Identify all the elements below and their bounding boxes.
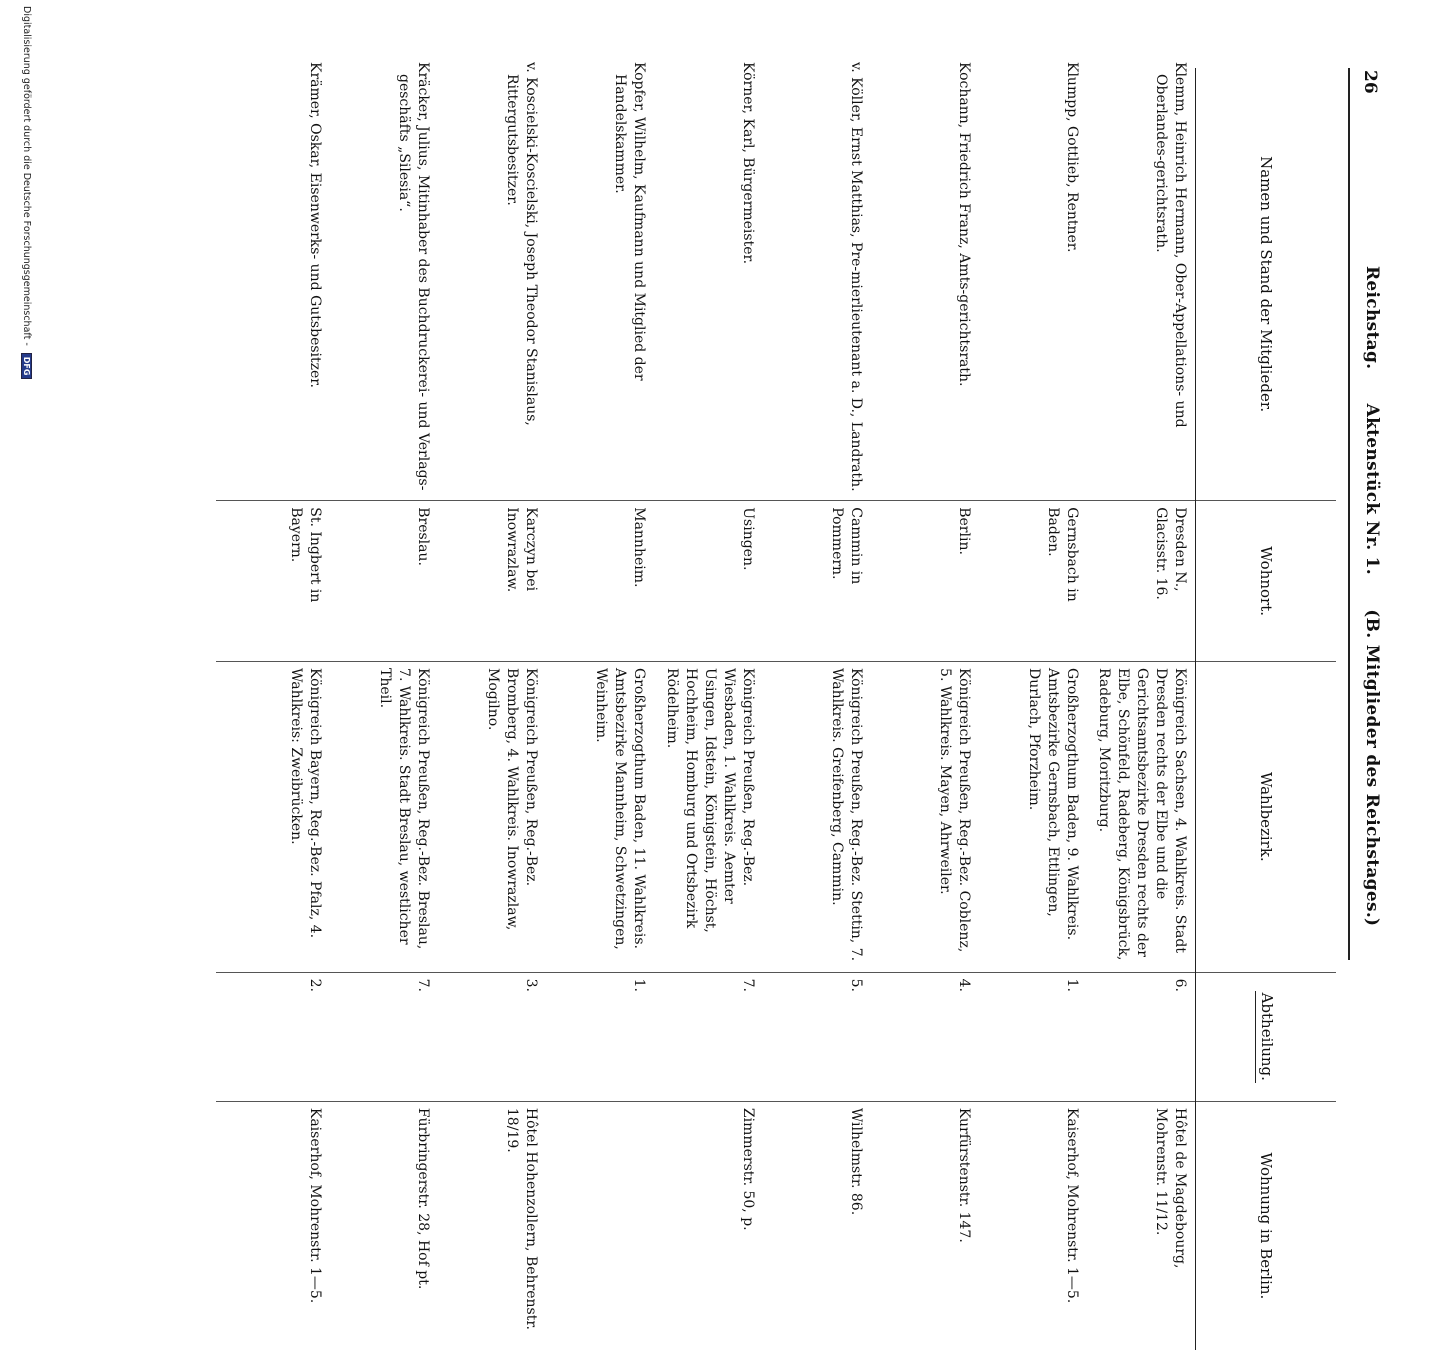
- member-wahlbezirk: Königreich Preußen, Reg.-Bez. Wiesbaden, 1. Wahlkreis. Aemter Usingen, Idstein, Königstein, Höchst, Hochheim, Homburg und Ortsbezirk Rödelheim.: [654, 662, 762, 973]
- member-name: Klumpp, Gottlieb, Rentner.: [1063, 62, 1080, 253]
- table-row: [763, 68, 871, 1350]
- column-header-wahlbezirk: Wahlbezirk.: [1196, 662, 1337, 973]
- member-abtheilung: 4.: [871, 972, 979, 1101]
- table-row: [871, 68, 979, 1350]
- header-rule: [1348, 68, 1350, 960]
- dfg-logo: DFG: [21, 353, 32, 380]
- table-row: [654, 68, 762, 1350]
- table-row: [216, 68, 330, 1350]
- member-abtheilung: 1.: [546, 972, 654, 1101]
- member-abtheilung: 3.: [438, 972, 546, 1101]
- member-wohnort: Gernsbach in Baden.: [979, 501, 1087, 662]
- header-right: (B. Mitglieder des Reichstages.): [1362, 609, 1382, 927]
- member-abtheilung: 5.: [763, 972, 871, 1101]
- member-name: Kochann, Friedrich Franz, Amts-gerichtsrath.: [955, 62, 972, 387]
- member-berlin-address: Hôtel de Magdebourg, Mohrenstr. 11/12.: [1087, 1101, 1196, 1350]
- member-berlin-address: Wilhelmstr. 86.: [763, 1101, 871, 1350]
- member-wahlbezirk: Großherzogthum Baden, 9. Wahlkreis. Amtsbezirke Gernsbach, Ettlingen, Durlach, Pforzheim.: [979, 662, 1087, 973]
- table-header-row: [1196, 68, 1337, 1350]
- column-header-wohnort: Wohnort.: [1196, 501, 1337, 662]
- column-header-name: Namen und Stand der Mitglieder.: [1196, 68, 1337, 501]
- member-wahlbezirk: Königreich Preußen, Reg.-Bez. Coblenz, 5. Wahlkreis. Mayen, Ahrweiler.: [871, 662, 979, 973]
- member-abtheilung: 7.: [654, 972, 762, 1101]
- column-header-abtheilung: [1196, 972, 1337, 1101]
- table-row: [979, 68, 1087, 1350]
- member-berlin-address: [546, 1101, 654, 1350]
- member-wohnort: St. Ingbert in Bayern.: [216, 501, 330, 662]
- member-wahlbezirk: Königreich Bayern, Reg.-Bez. Pfalz, 4. Wahlkreis: Zweibrücken.: [216, 662, 330, 973]
- member-name: Kräcker, Julius, Mitinhaber des Buchdruckerei- und Verlags-geschäfts „Silesia“.: [396, 62, 432, 491]
- member-wohnort: Dresden N., Glacisstr. 16.: [1087, 501, 1196, 662]
- member-wohnort: Mannheim.: [546, 501, 654, 662]
- member-berlin-address: Zimmerstr. 50, p.: [654, 1101, 762, 1350]
- member-wahlbezirk: Königreich Preußen, Reg.-Bez. Stettin, 7. Wahlkreis. Greifenberg, Cammin.: [763, 662, 871, 973]
- member-abtheilung: 2.: [216, 972, 330, 1101]
- column-header-berlin: Wohnung in Berlin.: [1196, 1101, 1337, 1350]
- page-number: 26: [1360, 70, 1380, 94]
- table-row: [1087, 68, 1196, 1350]
- member-name: Klemm, Heinrich Hermann, Ober-Appellations- und Oberlandes-gerichtsrath.: [1153, 62, 1188, 428]
- table-row: [546, 68, 654, 1350]
- member-berlin-address: Fürbringerstr. 28, Hof pt.: [330, 1101, 438, 1350]
- member-wahlbezirk: Großherzogthum Baden, 11. Wahlkreis. Amtsbezirke Mannheim, Schwetzingen, Weinheim.: [546, 662, 654, 973]
- member-wahlbezirk: Königreich Preußen, Reg.-Bez. Bromberg, 4. Wahlkreis. Inowrazlaw, Mogilno.: [438, 662, 546, 973]
- member-name: v. Koscielski-Koscielski, Joseph Theodor Stanislaus, Rittergutsbesitzer.: [504, 62, 540, 426]
- member-wahlbezirk: Königreich Preußen, Reg.-Bez. Breslau, 7. Wahlkreis. Stadt Breslau, westlicher Theil.: [330, 662, 438, 973]
- member-wohnort: Cammin in Pommern.: [763, 501, 871, 662]
- header-center: Aktenstück Nr. 1.: [1362, 403, 1382, 576]
- member-abtheilung: 1.: [979, 972, 1087, 1101]
- digitization-footer: [21, 0, 32, 1006]
- running-header: [1362, 266, 1382, 927]
- header-left: Reichstag.: [1362, 266, 1382, 370]
- member-berlin-address: Kaiserhof, Mohrenstr. 1—5.: [979, 1101, 1087, 1350]
- member-berlin-address: Kaiserhof, Mohrenstr. 1—5.: [216, 1101, 330, 1350]
- member-name: v. Köller, Ernst Matthias, Pre-mierlieutenant a. D., Landrath.: [847, 62, 864, 492]
- member-name: Kopfer, Wilhelm, Kaufmann und Mitglied der Handelskammer.: [612, 62, 648, 381]
- member-wohnort: Berlin.: [871, 501, 979, 662]
- members-table: [216, 62, 1336, 1350]
- member-wohnort: Karczyn bei Inowrazlaw.: [438, 501, 546, 662]
- member-wohnort: Breslau.: [330, 501, 438, 662]
- abtheilung-label: Abtheilung.: [1255, 991, 1276, 1083]
- member-wohnort: Usingen.: [654, 501, 762, 662]
- member-abtheilung: 6.: [1087, 972, 1196, 1101]
- member-berlin-address: Kurfürstenstr. 147.: [871, 1101, 979, 1350]
- footer-text: Digitalisierung gefördert durch die Deutsche Forschungsgemeinschaft -: [21, 6, 32, 346]
- member-abtheilung: 7.: [330, 972, 438, 1101]
- member-name: Krämer, Oskar, Eisenwerks- und Gutsbesitzer.: [307, 62, 324, 388]
- table-row: [438, 68, 546, 1350]
- table-row: [330, 68, 438, 1350]
- member-wahlbezirk: Königreich Sachsen, 4. Wahlkreis. Stadt Dresden rechts der Elbe und die Gerichtsamtsbezirke Dresden rechts der Elbe, Schönfeld, Radeberg, Königsbrück, Radeburg, Moritzburg.: [1087, 662, 1196, 973]
- member-berlin-address: Hôtel Hohenzollern, Behrenstr. 18/19.: [438, 1101, 546, 1350]
- member-name: Körner, Karl, Bürgermeister.: [739, 62, 756, 265]
